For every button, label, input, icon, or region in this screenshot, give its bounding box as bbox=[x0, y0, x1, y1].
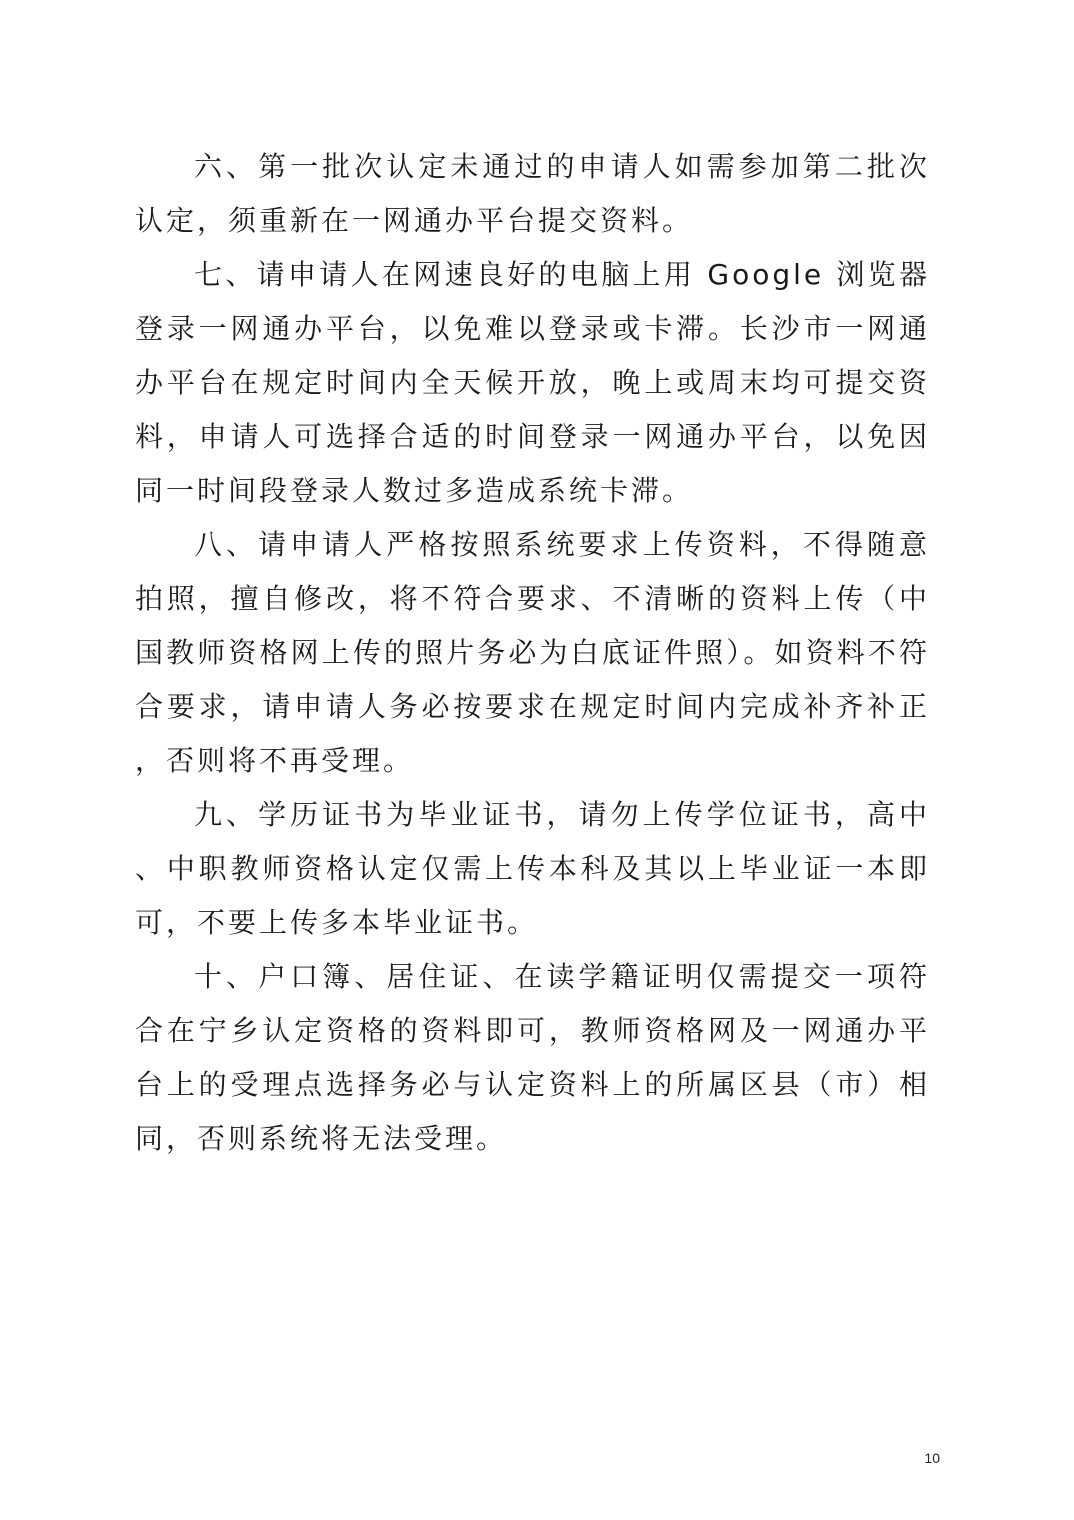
paragraph-8: 八、请申请人严格按照系统要求上传资料，不得随意拍照，擅自修改，将不符合要求、不清晰的资料上传（中国教师资格网上传的照片务必为白底证件照）。如资料不符合要求，请申请人务必按要求在规定时间内完成补齐补正，否则将不再受理。 bbox=[135, 528, 930, 777]
page-number: 10 bbox=[924, 1450, 940, 1466]
paragraph-9: 九、学历证书为毕业证书，请勿上传学位证书，高中、中职教师资格认定仅需上传本科及其以上毕业证一本即可，不要上传多本毕业证书。 bbox=[135, 798, 930, 939]
paragraph-7: 七、请申请人在网速良好的电脑上用 Google 浏览器登录一网通办平台，以免难以登录或卡滞。长沙市一网通办平台在规定时间内全天候开放，晚上或周末均可提交资料，申请人可选择合适的时间登录一网通办平台，以免因同一时间段登录人数过多造成系统卡滞。 bbox=[135, 258, 930, 507]
document-body bbox=[135, 140, 930, 1166]
paragraph-6: 六、第一批次认定未通过的申请人如需参加第二批次认定，须重新在一网通办平台提交资料。 bbox=[135, 150, 930, 237]
paragraph-10: 十、户口簿、居住证、在读学籍证明仅需提交一项符合在宁乡认定资格的资料即可，教师资格网及一网通办平台上的受理点选择务必与认定资料上的所属区县（市）相同，否则系统将无法受理。 bbox=[135, 960, 930, 1155]
